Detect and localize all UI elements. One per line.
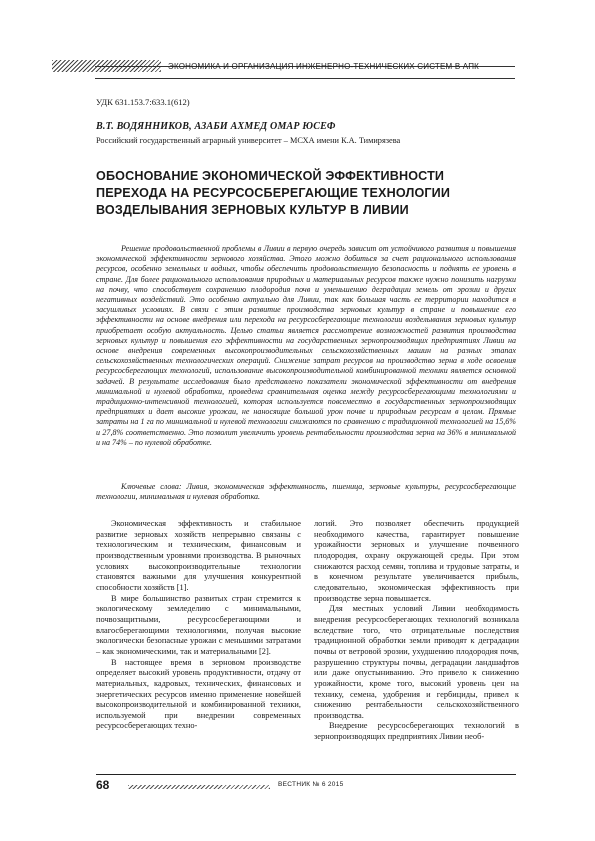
body-column-left [96,519,301,732]
paragraph: Внедрение ресурсосберегающих технологий в зернопроизводящих предприятиях Ливии необ- [314,721,519,742]
abstract: Решение продовольственной проблемы в Ливии в первую очередь зависит от устойчивого развития и повышения экономической эффективности зернового хозяйства. Этого можно добиться за счет рационального использования ресурсов, особенно земельных и водных, чтобы обеспечить продовольственную безопасность и поднять ее уровень в стране. Для более рационального использования природных и материальных ресурсов также нужно понизить нагрузки на почву, что способствует сохранению плодородия почв и уменьшению деградации земель от эрозии и других негативных воздействий. Это особенно актуально для Ливии, так как большая часть ее территории находится в засушливых условиях. В связи с этим развитие производства зерновых культур в стране и повышение его эффективности на основе внедрения или перехода на ресурсосберегающие технологии возделывания зерновых культур приобретает особую актуальность. Целью статьи является рассмотрение возможностей развития производства зерновых культур и повышения его эффективности на государственных зернопроизводящих предприятиях Ливии на основе внедрения современных высокопроизводительных сельскохозяйственных машин на разных этапах сельскохозяйственных технологических операций. Снижение затрат ресурсов на производство зерна в ходе освоения ресурсосберегающих технологий, использование высокопроизводительной комбинированной техники является основной задачей. В результате исследования было представлено показатели экономической эффективности от внедрения минимальной и нулевой обработки, проведена сравнительная оценка между ресурсосберегающими технологиями и традиционно-интенсивной технологией, которая используется повсеместно в государственных зернопроизводящих предприятиях и дает высокие урожаи, не наносящие большой урон почве и природным ресурсам в целом. Прямые затраты на 1 га по минимальной и нулевой технологии снижаются по сравнению с традиционной технологией на 15,6% и 27,8% соответственно. Это позволит увеличить уровень рентабельности производства зерна на 36% в минимальной и на 74% – по нулевой обработке. [96,244,516,447]
page-number: 68 [96,778,110,792]
footer-stripe-decoration [128,785,270,789]
paragraph: Для местных условий Ливии необходимость внедрения ресурсосберегающих технологий возникала вследствие того, что отрицательные последствия традиционной обработки земли приводят к деградации почвы от ветровой эрозии, ухудшению плодородия почв, разрушению структуры почвы, деградации ландшафтов или даже опустыниванию. Это привело к снижению урожайности, кроме того, высокий уровень цен на технику, семена, удобрения и гербициды, привел к снижению рентабельности сельскохозяйственного производства. [314,604,519,720]
footer-rule [96,774,516,775]
journal-name: ВЕСТНИК № 6 2015 [278,781,344,788]
paragraph: логий. Это позволяет обеспечить продукцией необходимого качества, гарантирует повышение урожайности зерновых и улучшение почвенного плодородия, охрану окружающей среды. При этом снижаются расход семян, топлива и трудовые затраты, и в конечном результате увеличивается прибыль, следовательно, экономическая эффективность при производстве зерна повышается. [314,519,519,603]
keywords: Ключевые слова: Ливия, экономическая эффективность, пшеница, зерновые культуры, ресурсосберегающие технологии, минимальная и нулевая обработка. [96,482,516,502]
running-header: ЭКОНОМИКА И ОРГАНИЗАЦИЯ ИНЖЕНЕРНО-ТЕХНИЧЕСКИХ СИСТЕМ В АПК [168,62,480,71]
paragraph: В настоящее время в зерновом производстве определяет высокий уровень продуктивности, отдачу от материальных, кадровых, технических, финансовых и энергетических ресурсов именно применение новейшей высокопроизводительной и комбинированной техники, используемой при внедрении современных ресурсосберегающих техно- [96,657,301,731]
article-title: ОБОСНОВАНИЕ ЭКОНОМИЧЕСКОЙ ЭФФЕКТИВНОСТИ ПЕРЕХОДА НА РЕСУРСОСБЕРЕГАЮЩИЕ ТЕХНОЛОГИИ ВОЗДЕЛЫВАНИЯ ЗЕРНОВЫХ КУЛЬТУР В ЛИВИИ [96,169,451,217]
body-column-right [314,519,519,743]
header-rule-bottom [95,78,515,79]
paragraph: В мире большинство развитых стран стремится к экологическому земледелию с минимальными, почвозащитными, ресурсосберегающими и влагосберегающими технологиями, получая высокие экологически безопасные урожаи с меньшими затратами – как экономическими, так и материальными [2]. [96,593,301,656]
affiliation: Российский государственный аграрный университет – МСХА имени К.А. Тимирязева [96,136,401,145]
authors: В.Т. ВОДЯННИКОВ, АЗАБИ АХМЕД ОМАР ЮСЕФ [96,121,336,132]
paragraph: Экономическая эффективность и стабильное развитие зерновых хозяйств непрерывно связаны с технологическим и техническим, финансовым и производственным уровнями производства. В рыночных условиях высокопроизводительные технологии становятся важными для улучшения конкурентной способности хозяйств [1]. [96,519,301,592]
udc-code: УДК 631.153.7:633.1(612) [96,97,190,107]
